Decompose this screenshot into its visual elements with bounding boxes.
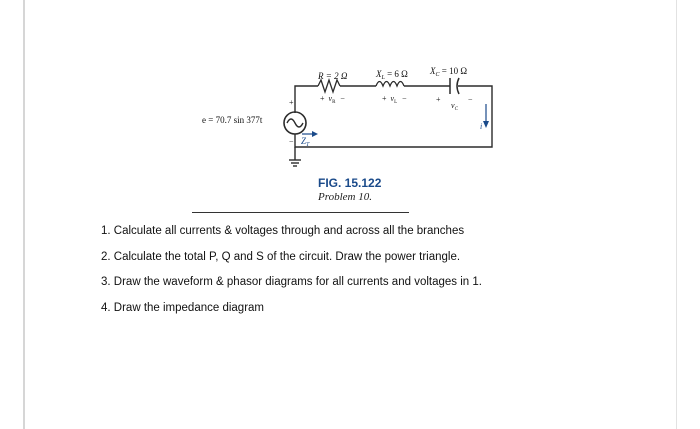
inductor-voltage: + $v_L$ −: [382, 94, 407, 105]
ground-symbol: [289, 160, 301, 166]
figure-subcaption: Problem 10.: [318, 191, 372, 203]
inductor-symbol: [376, 82, 404, 87]
capacitor-voltage-minus: −: [468, 95, 473, 104]
question-list: [101, 222, 482, 324]
section-divider: [192, 212, 409, 213]
source-minus: −: [289, 137, 294, 146]
figure-caption: FIG. 15.122: [318, 176, 382, 190]
resistor-symbol: [318, 80, 340, 92]
current-arrow: [483, 104, 489, 128]
question-item: 2. Calculate the total P, Q and S of the circuit. Draw the power triangle.: [101, 250, 461, 263]
capacitor-voltage: $v_C$: [451, 101, 458, 112]
source-plus: +: [289, 98, 294, 107]
ac-source-symbol: [284, 112, 306, 134]
current-label: i: [480, 122, 483, 131]
source-label: e = 70.7 sin 377t: [202, 115, 263, 125]
inductor-label: $X_L = 6$ Ω: [376, 69, 408, 81]
resistor-label: R = 2 Ω: [318, 71, 348, 81]
capacitor-symbol: [450, 78, 459, 94]
question-item: 4. Draw the impedance diagram: [101, 301, 264, 314]
impedance-label: $Z_T$: [301, 136, 310, 148]
capacitor-voltage-plus: +: [436, 95, 441, 104]
question-item: 3. Draw the waveform & phasor diagrams for all currents and voltages in 1.: [101, 276, 482, 288]
capacitor-label: $X_C = 10$ Ω: [430, 66, 468, 78]
resistor-voltage: + $v_R$ −: [320, 94, 345, 105]
question-item: 1. Calculate all currents & voltages through and across all the branches: [101, 225, 465, 237]
